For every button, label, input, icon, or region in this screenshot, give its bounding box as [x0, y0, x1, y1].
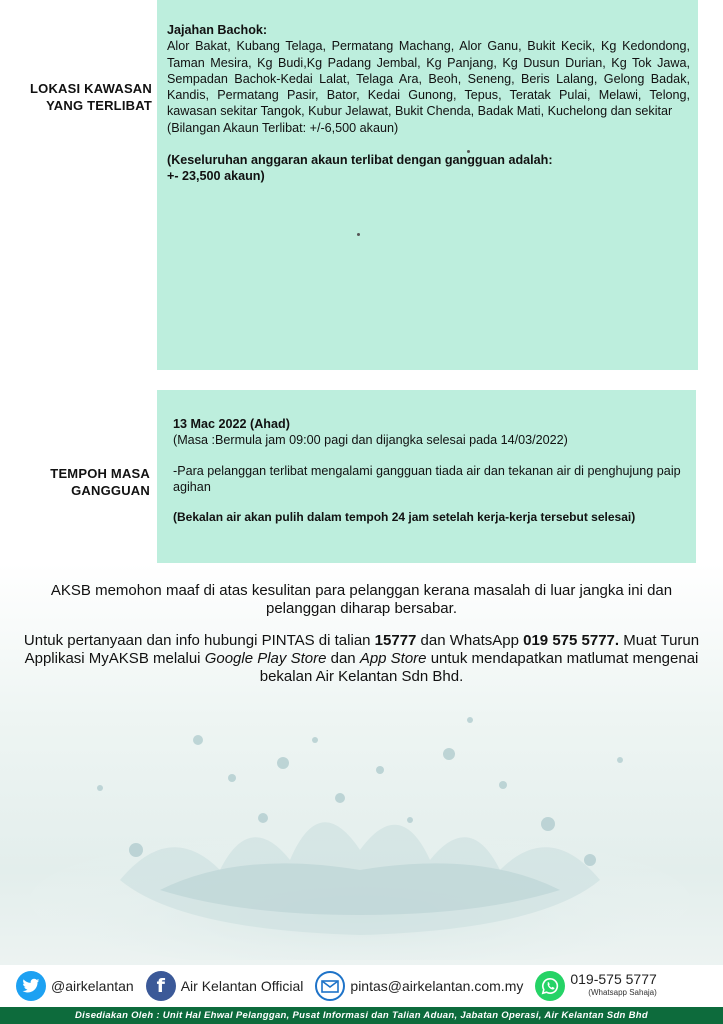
- whatsapp-phone: 019-575 5777: [570, 971, 657, 987]
- app-store-link: App Store: [359, 650, 427, 667]
- contact-info: [20, 632, 703, 686]
- affected-accounts: (Bilangan Akaun Terlibat: +/-6,500 akaun): [167, 120, 399, 135]
- location-label: [10, 80, 152, 114]
- duration-label-line1: TEMPOH MASA: [50, 466, 150, 481]
- decorative-dot: [467, 150, 470, 153]
- mail-icon: [315, 971, 345, 1001]
- whatsapp-number: 019 575 5777.: [523, 632, 620, 649]
- prepared-by-bar: Disediakan Oleh : Unit Hal Ehwal Pelanggan, Pusat Informasi dan Talian Aduan, Jabatan Operasi, Air Kelantan Sdn Bhd: [0, 1007, 723, 1024]
- contact-part5: untuk mendapatkan matlumat mengenai bekalan Air Kelantan Sdn Bhd.: [259, 650, 699, 685]
- hotline-number: 15777: [374, 632, 417, 649]
- contact-part2: dan WhatsApp: [416, 632, 524, 649]
- disruption-impact: -Para pelanggan terlibat mengalami gangguan tiada air dan tekanan air di penghujung paip agihan: [173, 463, 681, 494]
- twitter-link[interactable]: [16, 971, 134, 1001]
- location-label-line2: YANG TERLIBAT: [46, 98, 152, 113]
- email-link[interactable]: [315, 971, 523, 1001]
- decorative-dot: [357, 233, 360, 236]
- twitter-handle: @airkelantan: [51, 978, 134, 994]
- footer-contacts: [0, 965, 723, 1007]
- district-heading: Jajahan Bachok:: [167, 23, 268, 37]
- affected-areas: Alor Bakat, Kubang Telaga, Permatang Machang, Alor Ganu, Bukit Kecik, Kg Kedondong, Taman Mesira, Kg Budi,Kg Padang Jembal, Kg Panjang, Kg Dusun Durian, Kg Tok Jawa, Sempadan Bachok-Kedai Lalat, Telaga Ara, Beoh, Seneng, Beris Lalang, Gelong Badak, Kandis, Permatang Pasir, Bator, Kedai Gunong, Tepus, Teratak Pulai, Melawi, Telong, kawasan sekitar Tangok, Kubur Jelawat, Bukit Chenda, Badak Mati, Kuchelong dan sekitar: [167, 39, 690, 119]
- whatsapp-note: (Whatsapp Sahaja): [588, 988, 657, 997]
- google-play-link: Google Play Store: [204, 650, 327, 667]
- restoration-note: (Bekalan air akan pulih dalam tempoh 24 jam setelah kerja-kerja tersebut selesai): [173, 510, 636, 525]
- whatsapp-link[interactable]: [535, 971, 656, 1001]
- contact-part1: Untuk pertanyaan dan info hubungi PINTAS di talian: [23, 632, 375, 649]
- twitter-icon: [16, 971, 46, 1001]
- contact-part3: Muat Turun Applikasi MyAKSB melalui: [24, 632, 700, 667]
- apology-text: AKSB memohon maaf di atas kesulitan para pelanggan kerana masalah di luar jangka ini dan pelanggan diharap bersabar.: [50, 582, 673, 617]
- duration-label-line2: GANGGUAN: [71, 483, 150, 498]
- email-address: pintas@airkelantan.com.my: [350, 978, 524, 994]
- contact-part4: dan: [326, 650, 360, 667]
- total-accounts-line2: +- 23,500 akaun): [167, 169, 265, 184]
- location-box: [157, 0, 698, 370]
- water-splash-illustration: [0, 700, 723, 960]
- disruption-time: (Masa :Bermula jam 09:00 pagi dan dijangka selesai pada 14/03/2022): [173, 433, 568, 448]
- facebook-name: Air Kelantan Official: [180, 978, 304, 994]
- total-accounts-line1: (Keseluruhan anggaran akaun terlibat dengan gangguan adalah:: [167, 153, 553, 168]
- whatsapp-icon: [535, 971, 565, 1001]
- disruption-date: 13 Mac 2022 (Ahad): [173, 417, 290, 431]
- location-label-line1: LOKASI KAWASAN: [30, 81, 152, 96]
- duration-label: [10, 465, 150, 499]
- duration-box: [157, 390, 696, 563]
- facebook-icon: f: [146, 971, 176, 1001]
- facebook-link[interactable]: [146, 971, 304, 1001]
